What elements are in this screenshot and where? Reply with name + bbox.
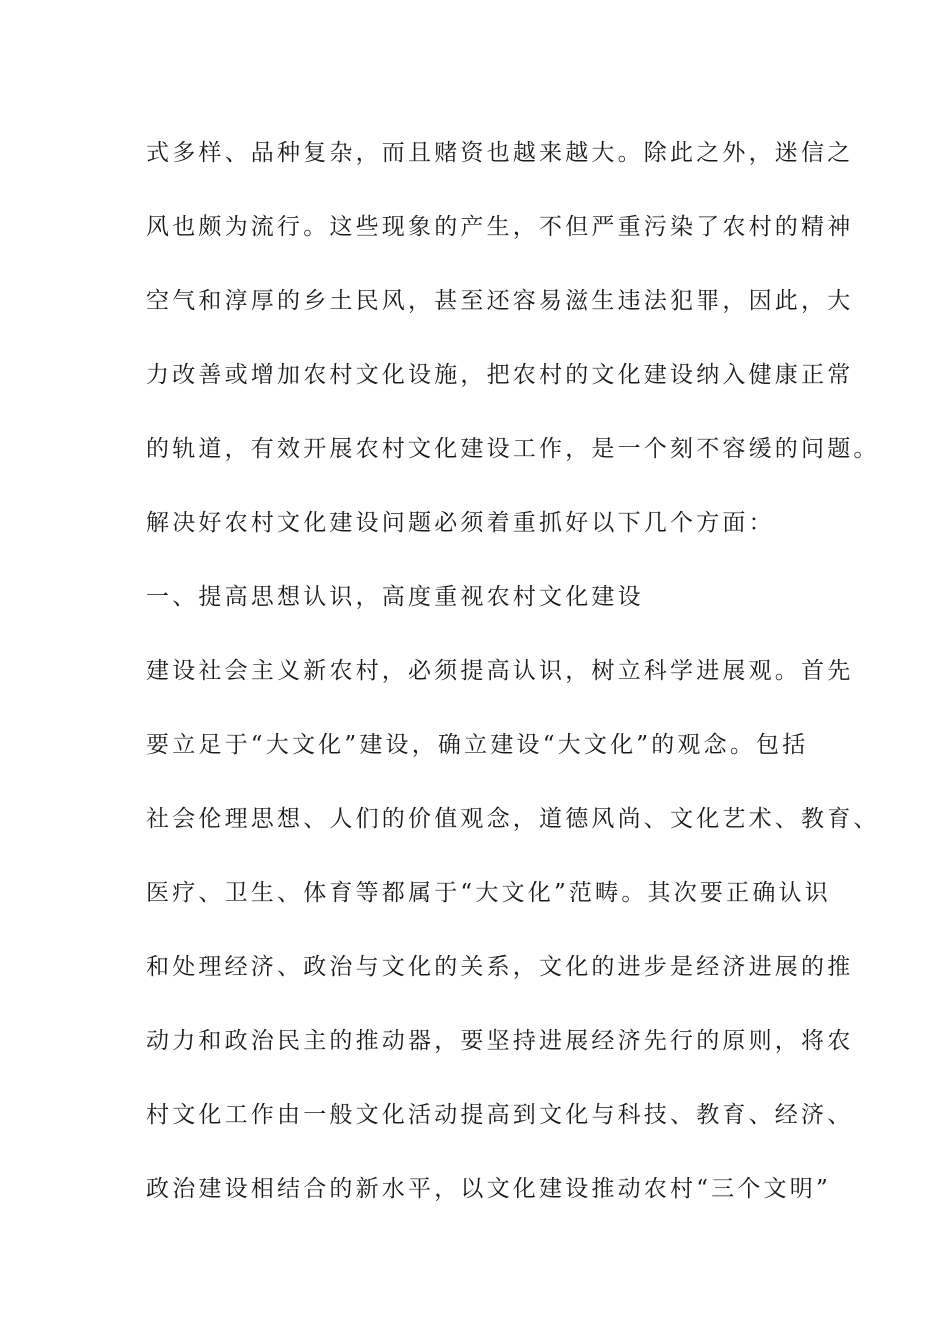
- text-line: 的轨道，有效开展农村文化建设工作，是一个刻不容缓的问题。: [146, 436, 880, 462]
- body-text: [146, 128, 880, 1238]
- text-line: 社会伦理思想、人们的价值观念，道德风尚、文化艺术、教育、: [146, 806, 880, 832]
- text-line: 解决好农村文化建设问题必须着重抓好以下几个方面：: [146, 510, 775, 536]
- text-line: 要立足于“大文化”建设，确立建设“大文化”的观念。包括: [146, 732, 809, 758]
- text-line: 风也颇为流行。这些现象的产生，不但严重污染了农村的精神: [146, 214, 854, 240]
- text-line: 空气和淳厚的乡土民风，甚至还容易滋生违法犯罪，因此，大: [146, 288, 854, 314]
- text-line: 建设社会主义新农村，必须提高认识，树立科学进展观。首先: [146, 658, 854, 684]
- text-line: 动力和政治民主的推动器，要坚持进展经济先行的原则，将农: [146, 1028, 854, 1054]
- text-line: 医疗、卫生、体育等都属于“大文化”范畴。其次要正确认识: [146, 880, 831, 906]
- text-line: 和处理经济、政治与文化的关系，文化的进步是经济进展的推: [146, 954, 854, 980]
- text-line: 力改善或增加农村文化设施，把农村的文化建设纳入健康正常: [146, 362, 854, 388]
- text-line: 村文化工作由一般文化活动提高到文化与科技、教育、经济、: [146, 1102, 854, 1128]
- text-line: 式多样、品种复杂，而且赌资也越来越大。除此之外，迷信之: [146, 140, 854, 166]
- text-line: 政治建设相结合的新水平，以文化建设推动农村“三个文明”: [146, 1176, 831, 1202]
- section-heading: 一、提高思想认识，高度重视农村文化建设: [146, 584, 644, 610]
